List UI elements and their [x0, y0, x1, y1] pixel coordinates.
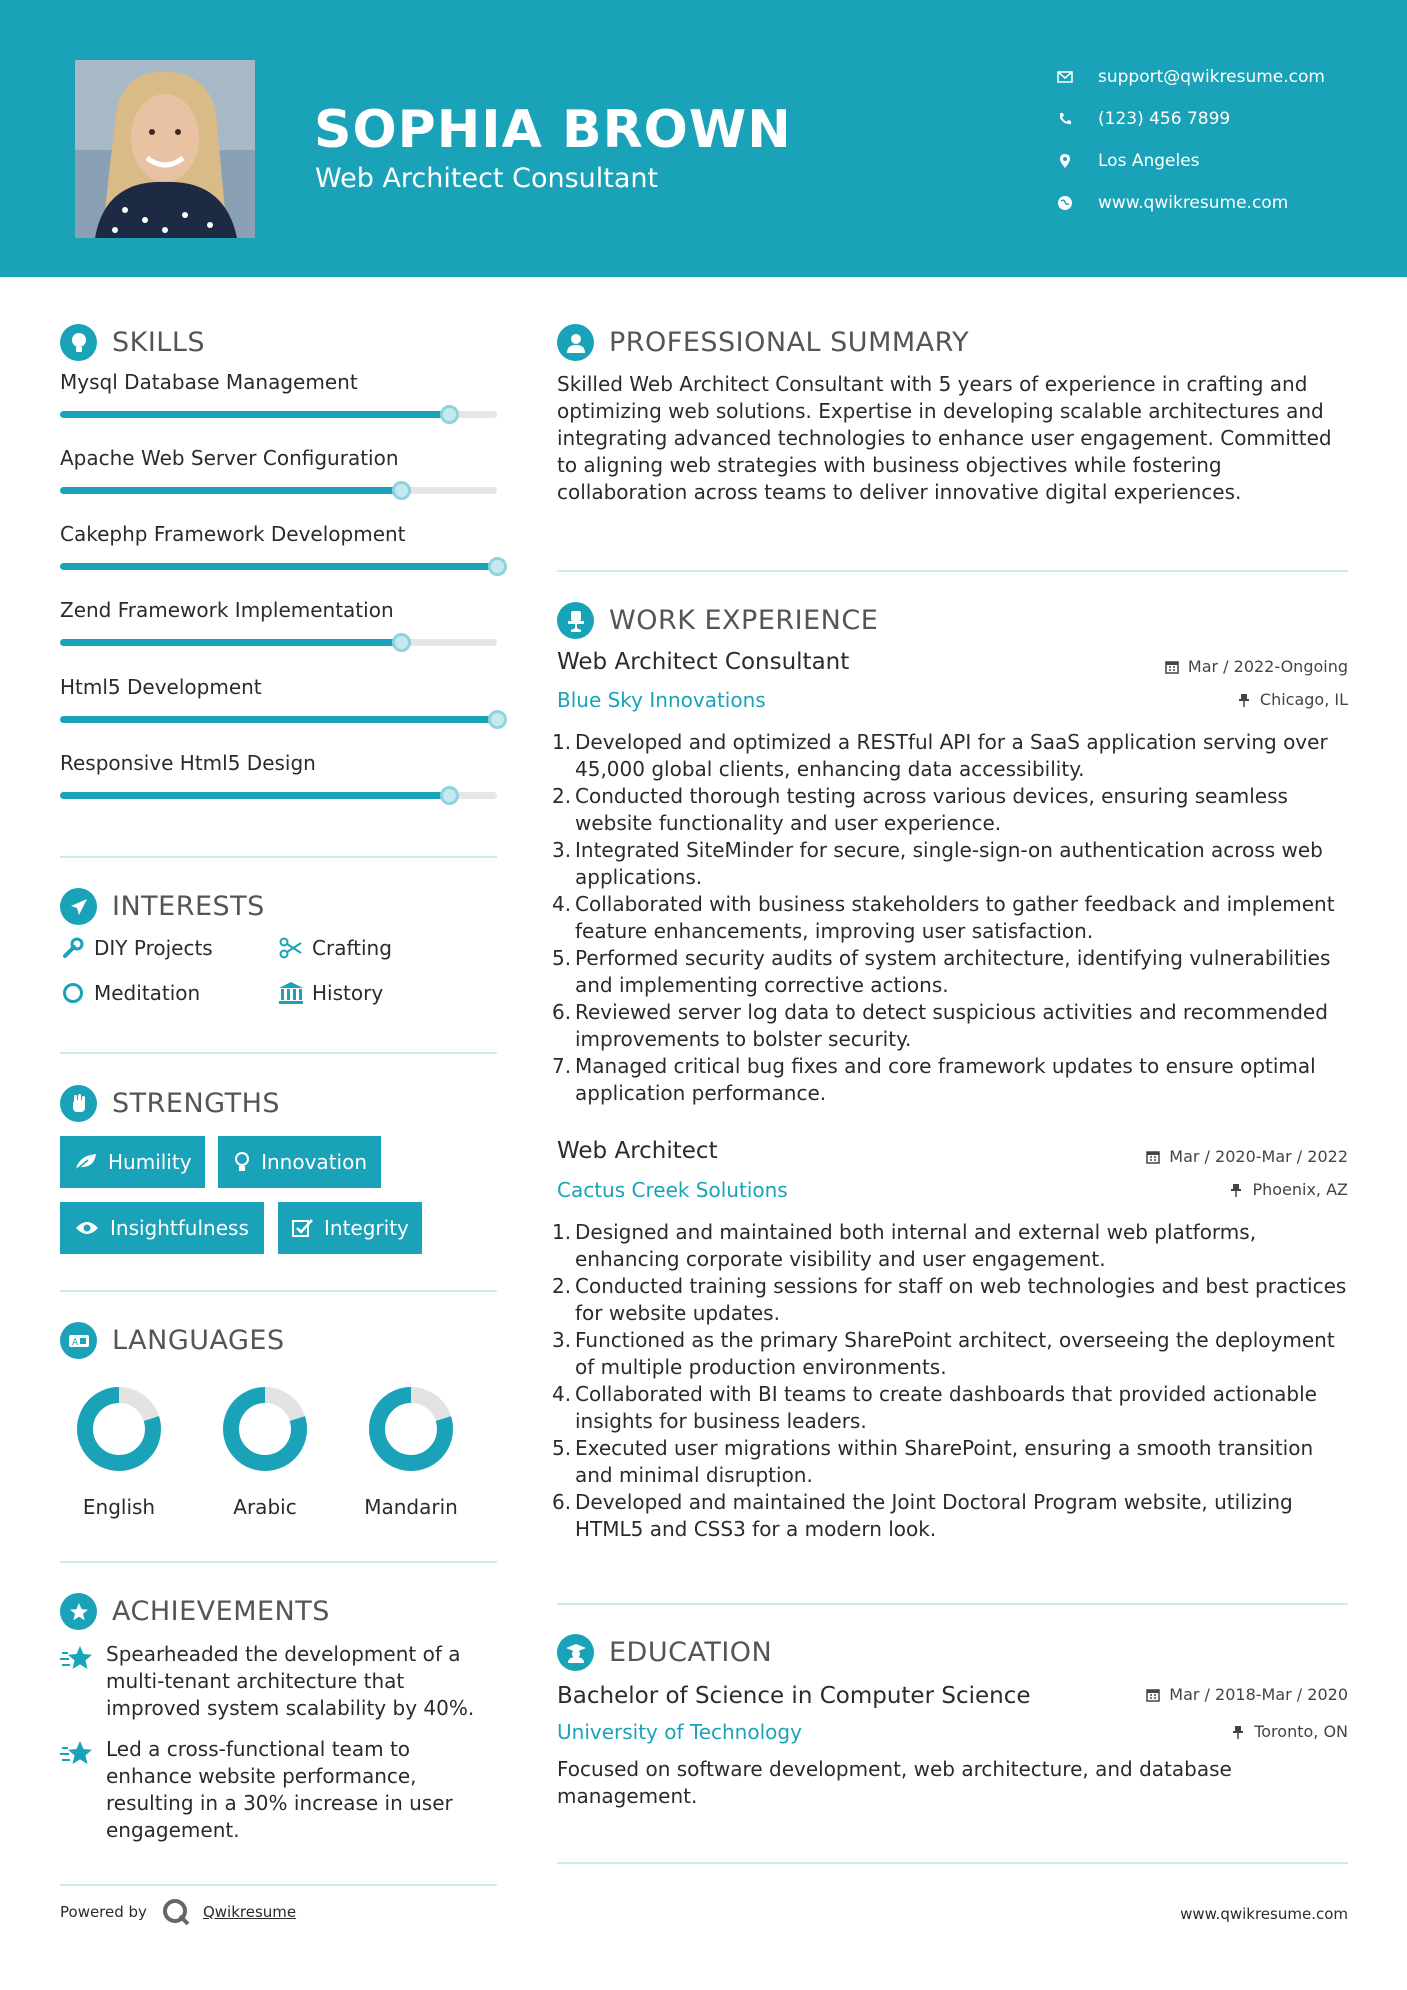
- qwikresume-logo-icon: [161, 1897, 191, 1927]
- calendar-icon: [1145, 1149, 1161, 1165]
- job-location-text: Chicago, IL: [1259, 690, 1348, 709]
- job-location: [1236, 690, 1348, 709]
- achievement-text: Led a cross-functional team to enhance website performance, resulting in a 30% increase in user engagement.: [106, 1737, 453, 1842]
- skill-label: Apache Web Server Configuration: [60, 446, 399, 470]
- job-dates: [1164, 657, 1348, 676]
- strength-badge: [218, 1136, 381, 1188]
- user-icon: [557, 324, 594, 361]
- strength-label: Innovation: [261, 1150, 367, 1174]
- job-title: Web Architect: [557, 1138, 718, 1164]
- duty-item: 1. Developed and optimized a RESTful API for a SaaS application serving over 45,000 global clients, enhancing data accessibility.: [552, 730, 1328, 781]
- skill-bar-fill: [60, 639, 401, 646]
- strength-badge: [60, 1136, 205, 1188]
- achievements-heading: [60, 1593, 330, 1630]
- powered-by-label: Powered by: [60, 1903, 147, 1921]
- contact-email[interactable]: [1054, 56, 1384, 98]
- section-divider: [60, 1290, 497, 1292]
- skill-bar-knob: [440, 405, 459, 424]
- summary-text: Skilled Web Architect Consultant with 5 years of experience in crafting and optimizing web solutions. Expertise in developing scalable architectures and integrating advanced technologies to enhance user engagement. Committed to aligning web strategies with business objectives while fostering collaboration across teams to deliver innovative digital experiences.: [557, 372, 1332, 504]
- lightbulb-icon: [232, 1149, 251, 1175]
- chair-icon: [557, 602, 594, 639]
- qwikresume-link[interactable]: Qwikresume: [202, 1903, 297, 1921]
- duty-item: 4. Collaborated with business stakeholders to gather feedback and implement feature enhancements, improving user satisfaction.: [552, 892, 1335, 943]
- phone-icon: [1054, 108, 1076, 130]
- candidate-name: SOPHIA BROWN: [314, 100, 792, 160]
- skill-label: Html5 Development: [60, 675, 262, 699]
- duty-text: Executed user migrations within SharePoint, ensuring a smooth transition and minimal disruption.: [575, 1436, 1314, 1487]
- school-name: University of Technology: [557, 1720, 802, 1744]
- strength-label: Humility: [108, 1150, 192, 1174]
- language-donut: [200, 1383, 330, 1483]
- header-banner: [0, 0, 1407, 277]
- skills-title: SKILLS: [112, 327, 206, 358]
- eye-icon: [74, 1215, 100, 1241]
- language-donut: [54, 1383, 184, 1483]
- strength-badge: [60, 1202, 264, 1254]
- language-donut: [346, 1383, 476, 1483]
- duty-text: Reviewed server log data to detect suspicious activities and recommended improvements to bolster security.: [575, 1000, 1328, 1051]
- star-icon: [60, 1738, 94, 1772]
- contact-list: [1054, 56, 1384, 224]
- duty-text: Integrated SiteMinder for secure, single-sign-on authentication across web applications.: [575, 838, 1323, 889]
- achievements-title: ACHIEVEMENTS: [112, 1596, 330, 1627]
- skill-label: Zend Framework Implementation: [60, 598, 394, 622]
- duty-item: 5. Performed security audits of system architecture, identifying vulnerabilities and implementing corrective actions.: [552, 946, 1331, 997]
- wrench-icon: [60, 935, 86, 961]
- education-description: Focused on software development, web architecture, and database management.: [557, 1757, 1232, 1808]
- skill-item: [60, 522, 500, 546]
- language-item: [200, 1383, 330, 1519]
- skills-heading: [60, 324, 205, 361]
- skill-item: [60, 370, 500, 394]
- hand-icon: [60, 1085, 97, 1122]
- contact-phone-text: (123) 456 7899: [1098, 109, 1231, 129]
- calendar-icon: [1145, 1687, 1161, 1703]
- language-label: Arabic: [233, 1495, 297, 1519]
- svg-text:A: A: [71, 1337, 79, 1348]
- duty-item: 2. Conducted training sessions for staff on web technologies and best practices for website updates.: [552, 1274, 1347, 1325]
- skill-bar: [60, 792, 497, 799]
- skill-bar-knob: [488, 557, 507, 576]
- skill-item: [60, 446, 500, 470]
- education-title: EDUCATION: [609, 1637, 773, 1668]
- section-divider: [557, 1862, 1348, 1864]
- duty-text: Managed critical bug fixes and core framework updates to ensure optimal application performance.: [575, 1054, 1316, 1105]
- duty-item: 3. Functioned as the primary SharePoint architect, overseeing the deployment of multiple production environments.: [552, 1328, 1335, 1379]
- achievement-item: [60, 1641, 500, 1722]
- pushpin-icon: [1236, 692, 1252, 708]
- pushpin-icon: [1228, 1182, 1244, 1198]
- skill-bar-knob: [392, 633, 411, 652]
- job-location-text: Phoenix, AZ: [1252, 1180, 1348, 1199]
- interests-title: INTERESTS: [112, 891, 265, 922]
- job-duties: [552, 729, 1357, 1107]
- interests-heading: [60, 888, 265, 925]
- bank-icon: [278, 980, 304, 1006]
- map-marker-icon: [1054, 150, 1076, 172]
- contact-email-text: support@qwikresume.com: [1098, 67, 1325, 87]
- footer-powered-by: [60, 1897, 296, 1927]
- circle-icon: [60, 980, 86, 1006]
- section-divider: [557, 1603, 1348, 1605]
- education-location-text: Toronto, ON: [1254, 1722, 1348, 1741]
- company-name: Cactus Creek Solutions: [557, 1178, 788, 1202]
- duty-item: 3. Integrated SiteMinder for secure, single-sign-on authentication across web applications.: [552, 838, 1323, 889]
- interest-label: History: [312, 981, 384, 1005]
- strength-label: Integrity: [324, 1216, 409, 1240]
- pushpin-icon: [1230, 1724, 1246, 1740]
- duty-item: 4. Collaborated with BI teams to create dashboards that provided actionable insights for business leaders.: [552, 1382, 1317, 1433]
- strengths-heading: [60, 1085, 280, 1122]
- job-dates-text: Mar / 2020-Mar / 2022: [1169, 1147, 1348, 1166]
- duty-item: 5. Executed user migrations within SharePoint, ensuring a smooth transition and minimal disruption.: [552, 1436, 1314, 1487]
- skill-item: [60, 675, 500, 699]
- contact-location-text: Los Angeles: [1098, 151, 1200, 171]
- interest-item: [60, 980, 200, 1006]
- duty-text: Performed security audits of system architecture, identifying vulnerabilities and implementing corrective actions.: [575, 946, 1331, 997]
- achievement-text: Spearheaded the development of a multi-tenant architecture that improved system scalability by 40%.: [106, 1642, 475, 1720]
- interest-label: DIY Projects: [94, 936, 213, 960]
- skill-bar-knob: [392, 481, 411, 500]
- star-icon: [60, 1643, 94, 1677]
- skill-item: [60, 751, 500, 775]
- check-square-icon: [292, 1215, 314, 1241]
- interest-item: [278, 980, 383, 1006]
- job-location: [1228, 1180, 1348, 1199]
- duty-text: Collaborated with BI teams to create dashboards that provided actionable insights for business leaders.: [575, 1382, 1317, 1433]
- education-dates-text: Mar / 2018-Mar / 2020: [1169, 1685, 1348, 1704]
- profile-photo: [75, 60, 255, 238]
- achievement-item: [60, 1736, 500, 1844]
- globe-icon: [1054, 192, 1076, 214]
- footer-website[interactable]: www.qwikresume.com: [1180, 1905, 1348, 1923]
- skill-bar-fill: [60, 716, 497, 723]
- paper-plane-icon: [60, 888, 97, 925]
- languages-heading: [60, 1322, 285, 1359]
- scissors-icon: [278, 935, 304, 961]
- section-divider: [557, 570, 1348, 572]
- duty-text: Conducted thorough testing across various devices, ensuring seamless website functionality and user experience.: [575, 784, 1288, 835]
- interest-label: Meditation: [94, 981, 201, 1005]
- skill-bar-knob: [488, 710, 507, 729]
- leaf-icon: [74, 1149, 98, 1175]
- education-location: [1230, 1722, 1348, 1741]
- summary-title: PROFESSIONAL SUMMARY: [609, 327, 970, 358]
- duty-text: Developed and maintained the Joint Doctoral Program website, utilizing HTML5 and CSS3 for a modern look.: [575, 1490, 1293, 1541]
- summary-heading: [557, 324, 969, 361]
- skill-bar: [60, 563, 497, 570]
- graduate-icon: [557, 1634, 594, 1671]
- skill-bar-fill: [60, 563, 497, 570]
- languages-title: LANGUAGES: [112, 1325, 285, 1356]
- strength-label: Insightfulness: [110, 1216, 249, 1240]
- section-divider: [60, 1561, 497, 1563]
- skill-bar-fill: [60, 411, 449, 418]
- skill-label: Mysql Database Management: [60, 370, 358, 394]
- skill-bar: [60, 639, 497, 646]
- star-badge-icon: [60, 1593, 97, 1630]
- contact-location: [1054, 140, 1384, 182]
- section-divider: [60, 1884, 497, 1886]
- interest-label: Crafting: [312, 936, 392, 960]
- duty-text: Designed and maintained both internal and external web platforms, enhancing corporate visibility and user engagement.: [575, 1220, 1257, 1271]
- job-dates-text: Mar / 2022-Ongoing: [1187, 657, 1348, 676]
- candidate-title: Web Architect Consultant: [315, 163, 659, 194]
- skill-bar-fill: [60, 487, 401, 494]
- envelope-icon: [1054, 66, 1076, 88]
- skill-item: [60, 598, 500, 622]
- skill-bar-knob: [440, 786, 459, 805]
- skill-label: Cakephp Framework Development: [60, 522, 406, 546]
- language-item: [54, 1383, 184, 1519]
- company-name: Blue Sky Innovations: [557, 688, 766, 712]
- duty-text: Developed and optimized a RESTful API for a SaaS application serving over 45,000 global clients, enhancing data accessibility.: [575, 730, 1328, 781]
- degree-title: Bachelor of Science in Computer Science: [557, 1683, 1031, 1709]
- contact-website[interactable]: [1054, 182, 1384, 224]
- language-label: Mandarin: [364, 1495, 458, 1519]
- experience-title: WORK EXPERIENCE: [609, 605, 879, 636]
- education-dates: [1145, 1685, 1348, 1704]
- contact-phone[interactable]: [1054, 98, 1384, 140]
- experience-heading: [557, 602, 878, 639]
- language-item: [346, 1383, 476, 1519]
- language-label: English: [82, 1495, 156, 1519]
- job-duties: [552, 1219, 1357, 1543]
- duty-item: 6. Reviewed server log data to detect suspicious activities and recommended improvements to bolster security.: [552, 1000, 1328, 1051]
- calendar-icon: [1164, 659, 1180, 675]
- duty-item: 6. Developed and maintained the Joint Doctoral Program website, utilizing HTML5 and CSS3 for a modern look.: [552, 1490, 1293, 1541]
- skill-bar: [60, 487, 497, 494]
- duty-item: 7. Managed critical bug fixes and core framework updates to ensure optimal application performance.: [552, 1054, 1316, 1105]
- job-dates: [1145, 1147, 1348, 1166]
- duty-text: Conducted training sessions for staff on web technologies and best practices for website updates.: [575, 1274, 1347, 1325]
- language-icon: [60, 1322, 97, 1359]
- duty-item: 1. Designed and maintained both internal and external web platforms, enhancing corporate visibility and user engagement.: [552, 1220, 1257, 1271]
- lightbulb-icon: [60, 324, 97, 361]
- interest-item: [278, 935, 392, 961]
- contact-website-text: www.qwikresume.com: [1098, 193, 1289, 213]
- strength-badge: [278, 1202, 422, 1254]
- job-title: Web Architect Consultant: [557, 649, 850, 675]
- duty-text: Functioned as the primary SharePoint architect, overseeing the deployment of multiple production environments.: [575, 1328, 1335, 1379]
- section-divider: [60, 856, 497, 858]
- education-heading: [557, 1634, 772, 1671]
- skill-bar: [60, 716, 497, 723]
- duty-item: 2. Conducted thorough testing across various devices, ensuring seamless website functionality and user experience.: [552, 784, 1288, 835]
- section-divider: [60, 1052, 497, 1054]
- skill-bar-fill: [60, 792, 449, 799]
- strengths-title: STRENGTHS: [112, 1088, 281, 1119]
- skill-bar: [60, 411, 497, 418]
- skill-label: Responsive Html5 Design: [60, 751, 316, 775]
- interest-item: [60, 935, 213, 961]
- duty-text: Collaborated with business stakeholders to gather feedback and implement feature enhancements, improving user satisfaction.: [575, 892, 1335, 943]
